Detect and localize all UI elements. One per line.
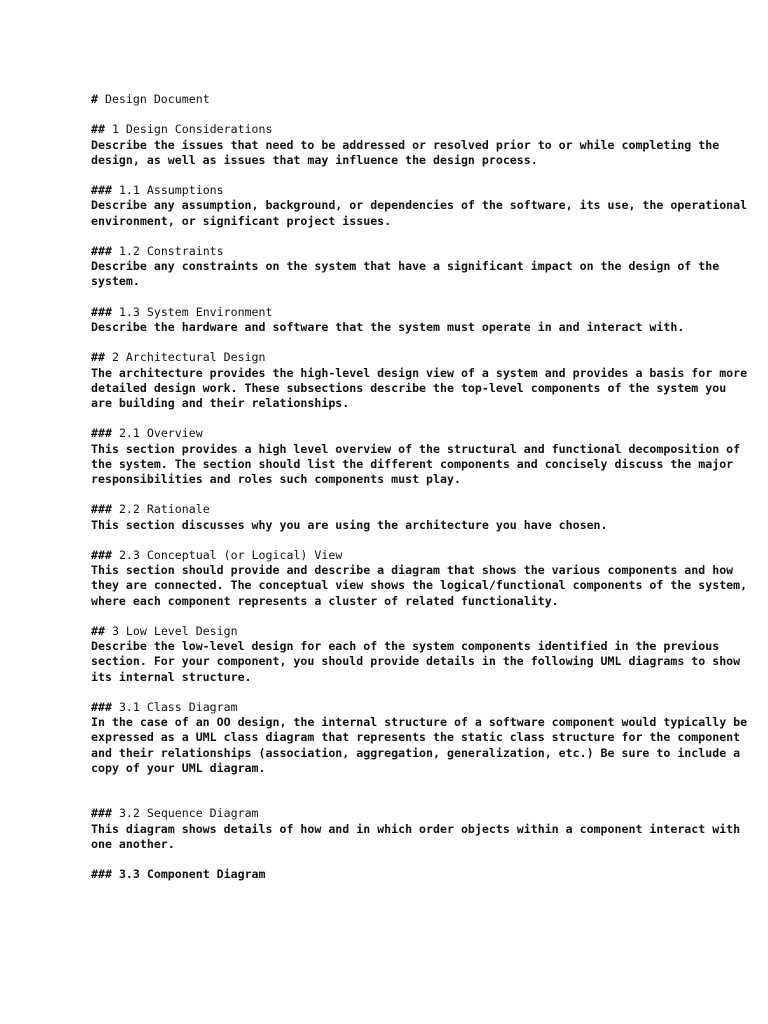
section-3-2 bbox=[91, 806, 751, 852]
heading-marks: ### bbox=[91, 867, 112, 882]
section-body: In the case of an OO design, the internal structure of a software component would typically be expressed as a UML class diagram that represents the static class structure for the component and their relationships (association, aggregation, generalization, etc.) Be sure to include a copy of your UML diagram. bbox=[91, 715, 748, 775]
section-3-1 bbox=[91, 700, 751, 776]
section-1-1 bbox=[91, 183, 751, 229]
section-title: 2.3 Conceptual (or Logical) View bbox=[118, 547, 343, 562]
heading-marks: ## bbox=[91, 623, 105, 638]
heading-marks: ## bbox=[91, 122, 105, 137]
section-body: The architecture provides the high-level design view of a system and provides a basis for more detailed design work. These subsections describe the top-level components of the system you are building and their relationships. bbox=[91, 365, 748, 410]
section-body: Describe any assumption, background, or dependencies of the software, its use, the operational environment, or significant project issues. bbox=[91, 198, 748, 228]
section-heading bbox=[91, 867, 751, 882]
section-3 bbox=[91, 624, 751, 685]
section-body: This section provides a high level overview of the structural and functional decomposition of the system. The section should list the different components and concisely discuss the major responsibilities and roles such components must play. bbox=[91, 441, 741, 486]
heading-marks: ## bbox=[91, 350, 105, 365]
heading-marks: ### bbox=[91, 547, 112, 562]
section-body: This section discusses why you are using the architecture you have chosen. bbox=[91, 517, 608, 532]
section-body: This diagram shows details of how and in which order objects within a component interact with one another. bbox=[91, 821, 741, 851]
section-body: This section should provide and describe a diagram that shows the various components and how they are connected. The conceptual view shows the logical/functional components of the system, where each component represents a cluster of related functionality. bbox=[91, 563, 748, 608]
heading-marks: # bbox=[91, 92, 98, 106]
section-title: 1.1 Assumptions bbox=[118, 183, 224, 198]
section-heading bbox=[91, 122, 751, 137]
section-2 bbox=[91, 350, 751, 411]
section-2-2 bbox=[91, 502, 751, 532]
section-heading bbox=[91, 305, 751, 320]
section-2-1 bbox=[91, 426, 751, 487]
section-heading bbox=[91, 502, 751, 517]
section-title: 3 Low Level Design bbox=[111, 623, 238, 638]
section-body: Describe the hardware and software that the system must operate in and interact with. bbox=[91, 319, 685, 334]
section-1-3 bbox=[91, 305, 751, 335]
section-heading bbox=[91, 426, 751, 441]
section-heading bbox=[91, 700, 751, 715]
section-title: 2 Architectural Design bbox=[111, 350, 266, 365]
section-heading bbox=[91, 806, 751, 821]
document-title bbox=[91, 92, 751, 107]
section-heading bbox=[91, 244, 751, 259]
section-title: 3.3 Component Diagram bbox=[118, 867, 266, 882]
heading-marks: ### bbox=[91, 502, 112, 517]
document-page bbox=[91, 92, 751, 898]
section-body: Describe any constraints on the system that have a significant impact on the design of the system. bbox=[91, 259, 720, 289]
heading-marks: ### bbox=[91, 426, 112, 441]
section-heading bbox=[91, 624, 751, 639]
section-title: 2.2 Rationale bbox=[118, 502, 210, 517]
heading-marks: ### bbox=[91, 183, 112, 198]
section-title: 3.1 Class Diagram bbox=[118, 699, 238, 714]
heading-marks: ### bbox=[91, 243, 112, 258]
section-title: 1 Design Considerations bbox=[111, 122, 273, 137]
section-title: 3.2 Sequence Diagram bbox=[118, 806, 259, 821]
section-body: Describe the issues that need to be addressed or resolved prior to or while completing the design, as well as issues that may influence the design process. bbox=[91, 137, 720, 167]
section-heading bbox=[91, 548, 751, 563]
section-heading bbox=[91, 350, 751, 365]
section-title: 2.1 Overview bbox=[118, 426, 203, 441]
heading-marks: ### bbox=[91, 699, 112, 714]
section-title: 1.2 Constraints bbox=[118, 243, 224, 258]
section-1 bbox=[91, 122, 751, 168]
section-title: 1.3 System Environment bbox=[118, 304, 273, 319]
section-1-2 bbox=[91, 244, 751, 290]
heading-marks: ### bbox=[91, 304, 112, 319]
document-title-text: Design Document bbox=[104, 92, 210, 106]
section-heading bbox=[91, 183, 751, 198]
section-body: Describe the low-level design for each of the system components identified in the previous section. For your component, you should provide details in the following UML diagrams to show its internal structure. bbox=[91, 639, 741, 684]
section-3-3 bbox=[91, 867, 751, 882]
section-2-3 bbox=[91, 548, 751, 609]
heading-marks: ### bbox=[91, 806, 112, 821]
